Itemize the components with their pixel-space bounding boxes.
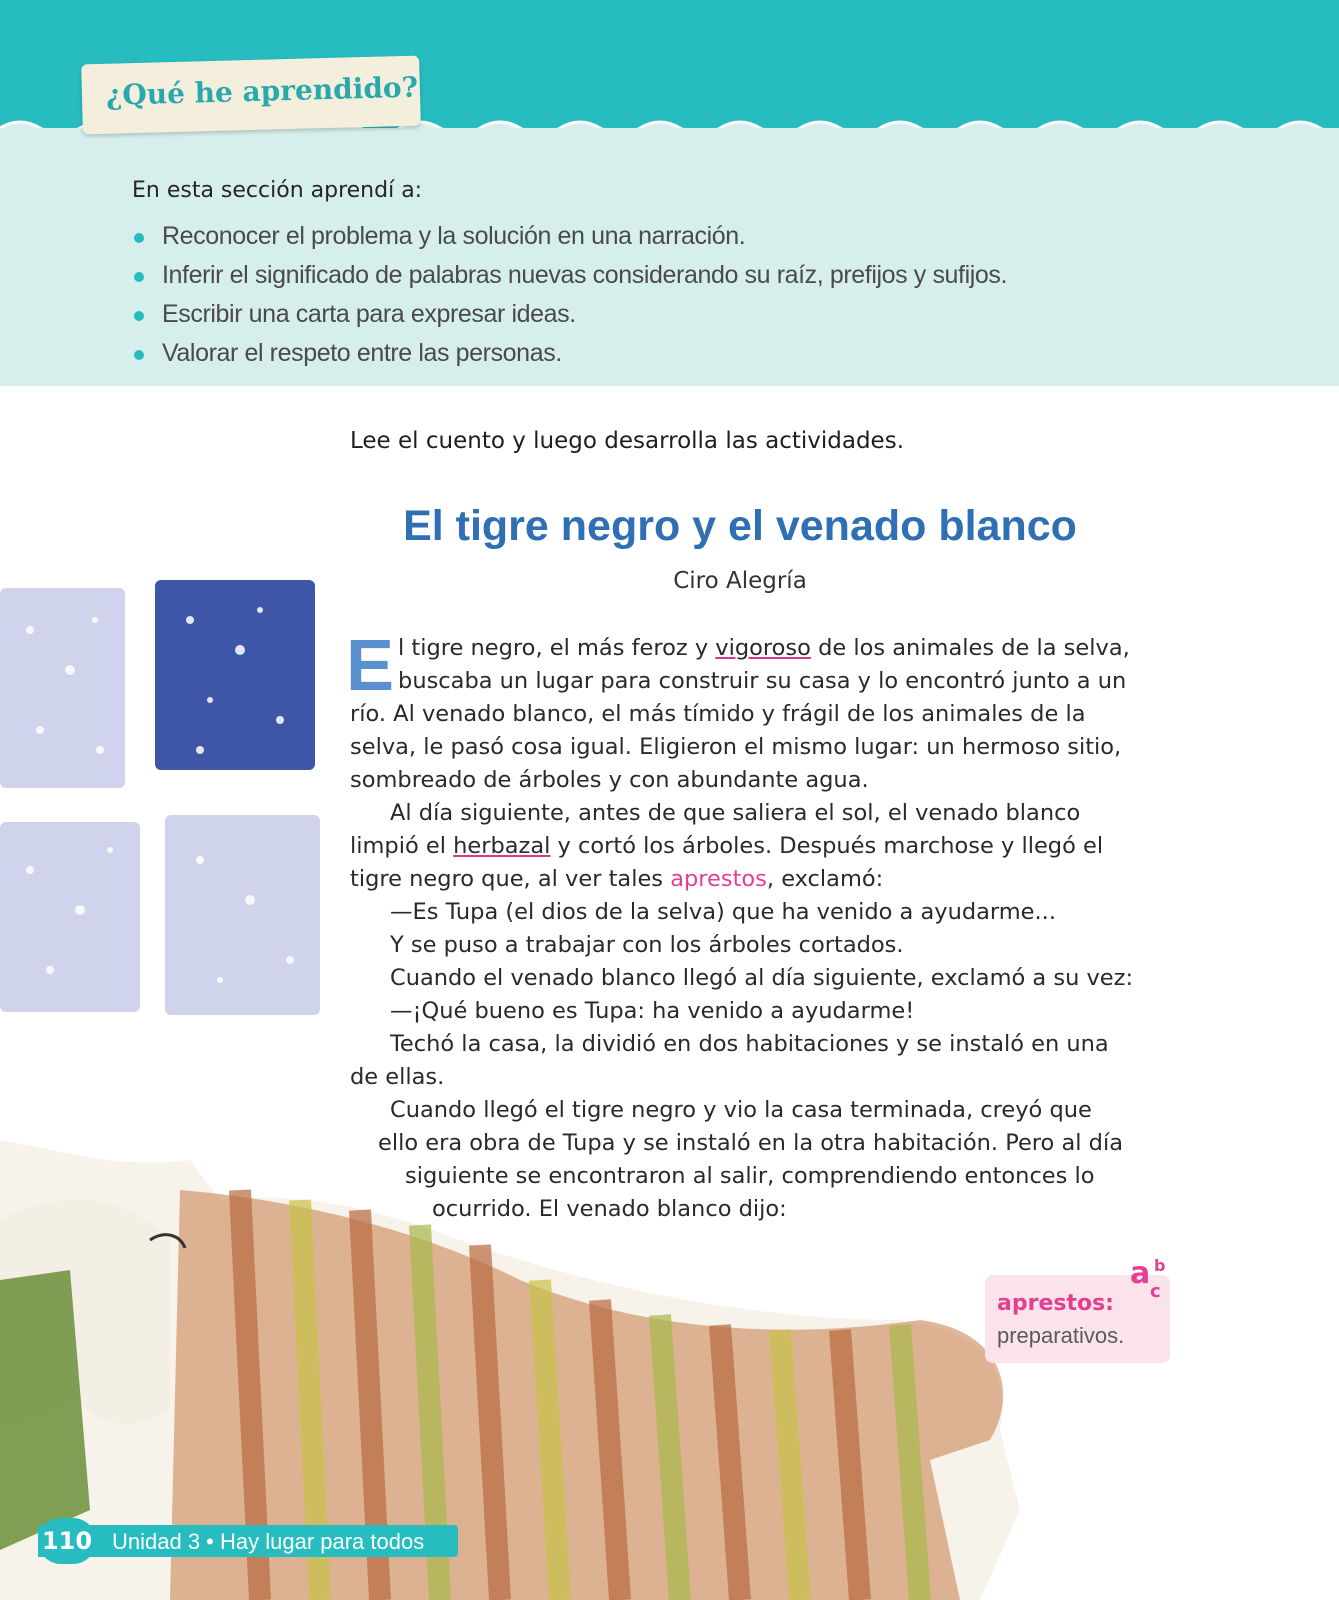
bullet-icon: [134, 272, 144, 282]
story-line: Al día siguiente, antes de que saliera el sol, el venado blanco: [390, 800, 1081, 826]
svg-text:b: b: [1154, 1256, 1166, 1275]
story-line: ello era obra de Tupa y se instaló en la otra habitación. Pero al día: [378, 1130, 1123, 1156]
page-number: 110: [38, 1518, 96, 1564]
story-author: Ciro Alegría: [673, 568, 807, 594]
section-tab: [81, 56, 421, 135]
summary-item: Valorar el respeto entre las personas.: [132, 339, 1007, 378]
glossary-term: aprestos:: [997, 1291, 1114, 1316]
section-title: ¿Qué he aprendido?: [105, 70, 419, 112]
story-line: tigre negro que, al ver tales aprestos, exclamó:: [350, 866, 884, 892]
watercolor-squares-illustration: [0, 580, 330, 1030]
glossary-definition: preparativos.: [997, 1323, 1125, 1348]
story-line: Y se puso a trabajar con los árboles cortados.: [390, 932, 904, 958]
story-text: [346, 626, 1150, 1226]
vocab-word: vigoroso: [715, 635, 811, 661]
summary-item: Inferir el significado de palabras nuevas considerando su raíz, prefijos y sufijos.: [132, 261, 1007, 300]
story-line: sombreado de árboles y con abundante agua.: [350, 767, 869, 793]
summary-list: [132, 222, 1007, 378]
story-line: siguiente se encontraron al salir, comprendiendo entonces lo: [405, 1163, 1095, 1189]
bullet-icon: [134, 233, 144, 243]
unit-label: Unidad 3 • Hay lugar para todos: [112, 1529, 425, 1554]
story-line: buscaba un lugar para construir su casa y lo encontró junto a un: [398, 668, 1127, 694]
svg-text:c: c: [1150, 1281, 1161, 1299]
bullet-icon: [134, 350, 144, 360]
story-line: limpió el herbazal y cortó los árboles. Después marchose y llegó el: [350, 833, 1104, 859]
story-line: Cuando llegó el tigre negro y vio la casa terminada, creyó que: [390, 1097, 1092, 1123]
bullet-icon: [134, 311, 144, 321]
abc-icon: [1130, 1255, 1172, 1299]
story-line: l tigre negro, el más feroz y vigoroso de los animales de la selva,: [398, 635, 1130, 661]
summary-item: Escribir una carta para expresar ideas.: [132, 300, 1007, 339]
story-line: Cuando el venado blanco llegó al día siguiente, exclamó a su vez:: [390, 965, 1134, 991]
story-line: río. Al venado blanco, el más tímido y frágil de los animales de la: [350, 701, 1086, 727]
instruction: Lee el cuento y luego desarrolla las actividades.: [350, 428, 904, 454]
summary-item: Reconocer el problema y la solución en una narración.: [132, 222, 1007, 261]
summary-intro: En esta sección aprendí a:: [132, 178, 423, 203]
drop-cap: E: [346, 626, 395, 706]
glossary-word: aprestos: [670, 866, 767, 892]
svg-text:a: a: [1130, 1256, 1151, 1291]
story-title: El tigre negro y el venado blanco: [403, 502, 1077, 550]
story-line: selva, le pasó cosa igual. Eligieron el mismo lugar: un hermoso sitio,: [350, 734, 1122, 760]
story-line: —Es Tupa (el dios de la selva) que ha venido a ayudarme...: [390, 899, 1056, 925]
story-line: Techó la casa, la dividió en dos habitaciones y se instaló en una: [390, 1031, 1109, 1057]
vocab-word: herbazal: [453, 833, 551, 859]
story-line: de ellas.: [350, 1064, 445, 1090]
story-line: —¡Qué bueno es Tupa: ha venido a ayudarme!: [390, 998, 915, 1024]
story-line: ocurrido. El venado blanco dijo:: [432, 1196, 787, 1222]
